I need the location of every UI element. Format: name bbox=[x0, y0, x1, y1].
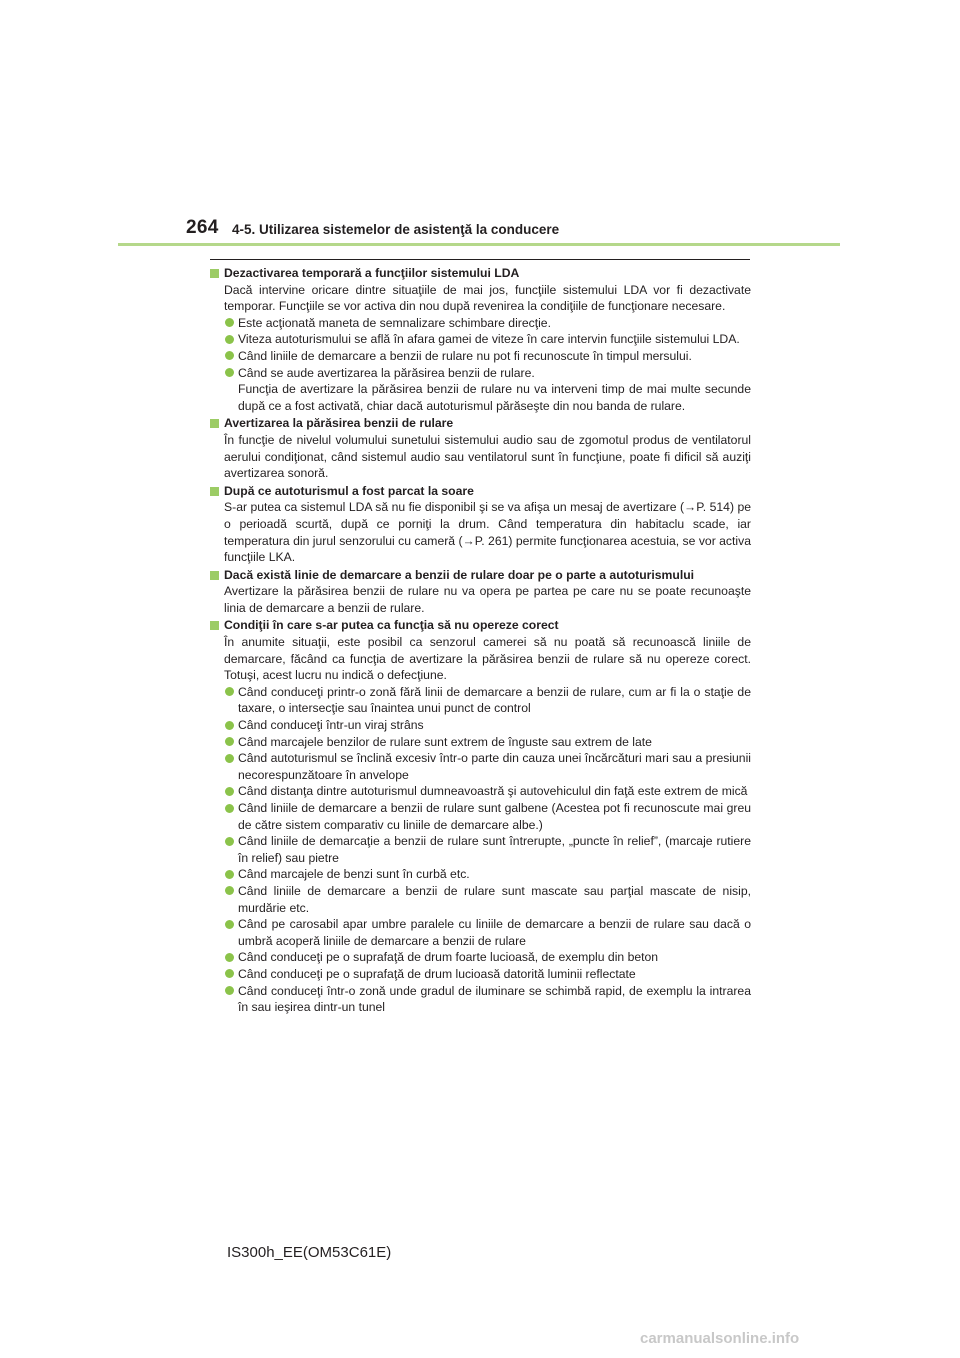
square-bullet-icon bbox=[210, 269, 219, 278]
list-item: Când pe carosabil apar umbre paralele cu liniile de demarcare a benzii de rulare sau dacă o umbră acoperă liniile de demarcare a benzii de rulare bbox=[210, 916, 751, 949]
section-heading: Dezactivarea temporară a funcţiilor sistemului LDA bbox=[210, 265, 751, 282]
list-item: Când conduceţi pe o suprafaţă de drum foarte lucioasă, de exemplu din beton bbox=[210, 949, 751, 966]
round-bullet-icon bbox=[225, 721, 234, 730]
section-intro: Dacă intervine oricare dintre situaţiile de mai jos, funcţiile sistemului LDA vor fi dezactivate temporar. Funcţiile se vor activa din nou după revenirea la condiţiile de funcţionare necesare. bbox=[224, 282, 751, 314]
square-bullet-icon bbox=[210, 419, 219, 428]
round-bullet-icon bbox=[225, 754, 234, 763]
round-bullet-icon bbox=[225, 870, 234, 879]
list-item: Când distanţa dintre autoturismul dumneavoastră şi autovehiculul din faţă este extrem de mică bbox=[210, 783, 751, 800]
page-number: 264 bbox=[186, 217, 219, 238]
round-bullet-icon bbox=[225, 953, 234, 962]
watermark-text: carmanualsonline.info bbox=[640, 1330, 800, 1347]
section-intro: În anumite situaţii, este posibil ca senzorul camerei să nu poată să recunoască liniile de demarcare, făcând ca funcţia de avertizare la părăsirea benzii de rulare să nu opereze corect. Totuşi, acest lucru nu indică o defecţiune. bbox=[224, 635, 751, 683]
section-parked-in-sun bbox=[210, 483, 751, 566]
list-item: Când conduceţi printr-o zonă fără linii de demarcare a benzii de rulare, cum ar fi la o staţie de taxare, o intersecţie sau înaintea unui punct de control bbox=[210, 684, 751, 717]
round-bullet-icon bbox=[225, 787, 234, 796]
section-heading: După ce autoturismul a fost parcat la soare bbox=[210, 483, 751, 500]
list-item: Când liniile de demarcare a benzii de rulare sunt galbene (Acestea pot fi recunoscute mai greu de către sistem comparativ cu liniile de demarcare albe.) bbox=[210, 800, 751, 833]
list-item: Când liniile de demarcaţie a benzii de rulare sunt întrerupte, „puncte în relief”, (marcaje rutiere în relief) sau pietre bbox=[210, 833, 751, 866]
square-bullet-icon bbox=[210, 571, 219, 580]
square-bullet-icon bbox=[210, 621, 219, 630]
document-code: IS300h_EE(OM53C61E) bbox=[227, 1244, 392, 1261]
manual-content bbox=[210, 265, 751, 1017]
round-bullet-icon bbox=[225, 318, 234, 327]
section-heading: Condiţii în care s-ar putea ca funcţia să nu opereze corect bbox=[210, 617, 751, 634]
section-one-side-line bbox=[210, 567, 751, 617]
round-bullet-icon bbox=[225, 687, 234, 696]
round-bullet-icon bbox=[225, 837, 234, 846]
content-divider bbox=[210, 259, 750, 260]
list-item: Când marcajele benzilor de rulare sunt extrem de înguste sau extrem de late bbox=[210, 734, 751, 751]
round-bullet-icon bbox=[225, 335, 234, 344]
section-lane-departure-warning bbox=[210, 415, 751, 481]
round-bullet-icon bbox=[225, 986, 234, 995]
section-temporary-deactivation bbox=[210, 265, 751, 414]
list-item: Este acţionată maneta de semnalizare schimbare direcţie. bbox=[210, 315, 751, 332]
list-item: Când liniile de demarcare a benzii de rulare sunt mascate sau parţial mascate de nisip, murdărie etc. bbox=[210, 883, 751, 916]
round-bullet-icon bbox=[225, 886, 234, 895]
header-divider bbox=[118, 243, 840, 246]
list-item: Când marcajele de benzi sunt în curbă etc. bbox=[210, 866, 751, 883]
round-bullet-icon bbox=[225, 737, 234, 746]
list-item: Când conduceţi într-un viraj strâns bbox=[210, 717, 751, 734]
list-item: Când conduceţi într-o zonă unde gradul de iluminare se schimbă rapid, de exemplu la intrarea în sau ieşirea dintr-un tunel bbox=[210, 983, 751, 1016]
round-bullet-icon bbox=[225, 368, 234, 377]
section-intro: În funcţie de nivelul volumului sunetului sistemului audio sau de zgomotul produs de ventilatorul aerului condiţionat, când sistemul audio sau ventilatorul sunt în funcţiune, poate fi dificil să auziţi avertizarea sonoră. bbox=[224, 432, 751, 481]
page-header bbox=[0, 0, 960, 260]
section-heading: Avertizarea la părăsirea benzii de rulare bbox=[210, 415, 751, 432]
list-item: Când liniile de demarcare a benzii de rulare nu pot fi recunoscute în timpul mersului. bbox=[210, 348, 751, 365]
round-bullet-icon bbox=[225, 920, 234, 929]
list-item: Când se aude avertizarea la părăsirea benzii de rulare. bbox=[210, 365, 751, 382]
section-heading: Dacă există linie de demarcare a benzii de rulare doar pe o parte a autoturismului bbox=[210, 567, 751, 584]
list-item: Viteza autoturismului se află în afara gamei de viteze în care intervin funcţiile sistemului LDA. bbox=[210, 331, 751, 348]
list-item: Când autoturismul se înclină excesiv într-o parte din cauza unei încărcături mari sau a presiunii necorespunzătoare în anvelope bbox=[210, 750, 751, 783]
round-bullet-icon bbox=[225, 969, 234, 978]
section-intro: S-ar putea ca sistemul LDA să nu fie disponibil şi se va afişa un mesaj de avertizare (→P. 514) pe o perioadă scurtă, după ce porniţi la drum. Când temperatura din habitaclu scade, iar temperatura din jurul senzorului cu cameră (→P. 261) permite funcţionarea acestuia, se vor activa funcţiile LKA. bbox=[224, 500, 751, 565]
square-bullet-icon bbox=[210, 487, 219, 496]
section-conditions bbox=[210, 617, 751, 1015]
list-item-note: Funcţia de avertizare la părăsirea benzii de rulare nu va interveni timp de mai multe secunde după ce a fost activată, chiar dacă autoturismul părăseşte din nou banda de rulare. bbox=[238, 382, 751, 413]
section-intro: Avertizare la părăsirea benzii de rulare nu va opera pe partea pe care nu se poate recunoaşte linia de demarcare a benzii de rulare. bbox=[224, 584, 751, 615]
section-title: 4-5. Utilizarea sistemelor de asistenţă la conducere bbox=[232, 222, 560, 237]
list-item: Când conduceţi pe o suprafaţă de drum lucioasă datorită luminii reflectate bbox=[210, 966, 751, 983]
round-bullet-icon bbox=[225, 804, 234, 813]
round-bullet-icon bbox=[225, 351, 234, 360]
